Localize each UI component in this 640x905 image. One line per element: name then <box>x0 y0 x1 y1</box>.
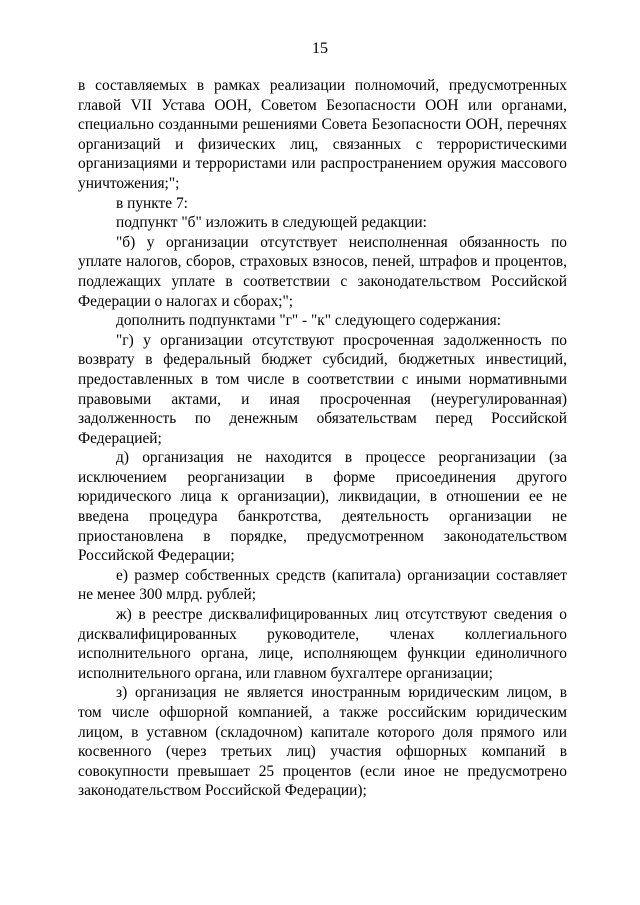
paragraph-point-7: в пункте 7: <box>116 194 188 212</box>
paragraph-subpoint-zh: ж) в реестре дисквалифицированных лиц отсутствуют сведения о дисквалифицированных руководителе, членах коллегиального исполнительного органа, лице, исполняющем функции единоличного исполнительного органа, или главном бухгалтере организации; <box>78 606 567 682</box>
page-number: 15 <box>312 40 328 57</box>
paragraph-add-subpoints: дополнить подпунктами "г" - "к" следующего содержания: <box>116 312 501 330</box>
paragraph-subpoint-z: з) организация не является иностранным юридическим лицом, в том числе офшорной компанией, а также российским юридическим лицом, в уставном (складочном) капитале которого доля прямого или косвенного (через третьих лиц) участия офшорных компаний в совокупности превышает 25 процентов (если иное не предусмотрено законодательством Российской Федерации); <box>78 684 567 800</box>
document-body <box>78 76 567 801</box>
paragraph-subpoint-b: "б) у организации отсутствует неисполненная обязанность по уплате налогов, сборов, страховых взносов, пеней, штрафов и процентов, подлежащих уплате в соответствии с законодательством Российской Федерации о налогах и сборах;"; <box>78 233 567 310</box>
paragraph-subpoint-d: д) организация не находится в процессе реорганизации (за исключением реорганизации в форме присоединения другого юридического лица к организации), ликвидации, в отношении ее не введена процедура банкротства, деятельность организации не приостановлена в порядке, предусмотренном законодательством Российской Федерации; <box>78 449 567 565</box>
paragraph-subpoint-e: е) размер собственных средств (капитала) организации составляет не менее 300 млрд. рублей; <box>78 566 567 604</box>
paragraph-list-reference: в составляемых в рамках реализации полномочий, предусмотренных главой VII Устава ООН, Советом Безопасности ООН или органами, специально созданными решениями Совета Безопасности ООН, перечнях организаций и физических лиц, связанных с террористическими организациями и террористами или распространением оружия массового уничтожения;"; <box>78 77 567 192</box>
paragraph-subpoint-b-intro: подпункт "б" изложить в следующей редакции: <box>116 214 427 232</box>
paragraph-subpoint-g: "г) у организации отсутствуют просроченная задолженность по возврату в федеральный бюджет субсидий, бюджетных инвестиций, предоставленных в том числе в соответствии с иными нормативными правовыми актами, и иная просроченная (неурегулированная) задолженность по денежным обязательствам перед Российской Федерацией; <box>78 331 567 447</box>
